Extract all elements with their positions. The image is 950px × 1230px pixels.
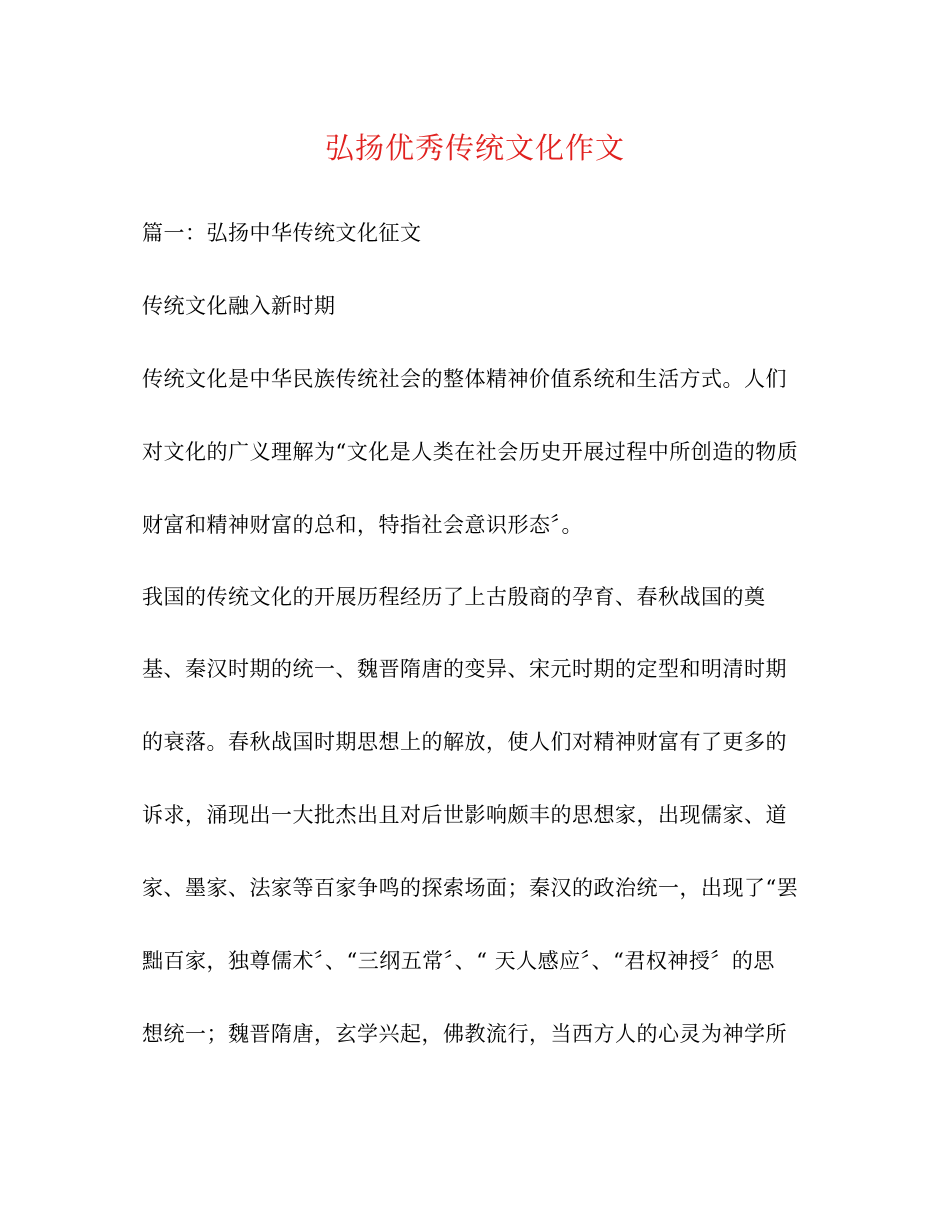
paragraph-line: 想统一；魏晋隋唐，玄学兴起，佛教流行，当西方人的心灵为神学所 [142,1022,787,1046]
paragraph-line: 家、墨家、法家等百家争鸣的探索场面；秦汉的政治统一，出现了“罢 [142,876,799,900]
paragraph-line: 对文化的广义理解为“文化是人类在社会历史开展过程中所创造的物质 [142,440,799,464]
paragraph-line: 财富和精神财富的总和，特指社会意识形态〞。 [142,513,583,537]
paragraph-line: 诉求，涌现出一大批杰出且对后世影响颇丰的思想家，出现儒家、道 [142,803,787,827]
paragraph-line: 传统文化是中华民族传统社会的整体精神价值系统和生活方式。人们 [142,367,787,391]
paragraph-line: 黜百家，独尊儒术〞、“三纲五常〞、“ 天人感应〞、“君权神授〞的思 [142,949,775,973]
document-title: 弘扬优秀传统文化作文 [324,131,625,165]
paragraph-line: 基、秦汉时期的统一、魏晋隋唐的变异、宋元时期的定型和明清时期 [142,657,787,681]
section-heading: 篇一：弘扬中华传统文化征文 [142,221,422,245]
subheading: 传统文化融入新时期 [142,294,336,318]
paragraph-line: 的衰落。春秋战国时期思想上的解放，使人们对精神财富有了更多的 [142,730,787,754]
paragraph-line: 我国的传统文化的开展历程经历了上古殷商的孕育、春秋战国的奠 [142,585,766,609]
